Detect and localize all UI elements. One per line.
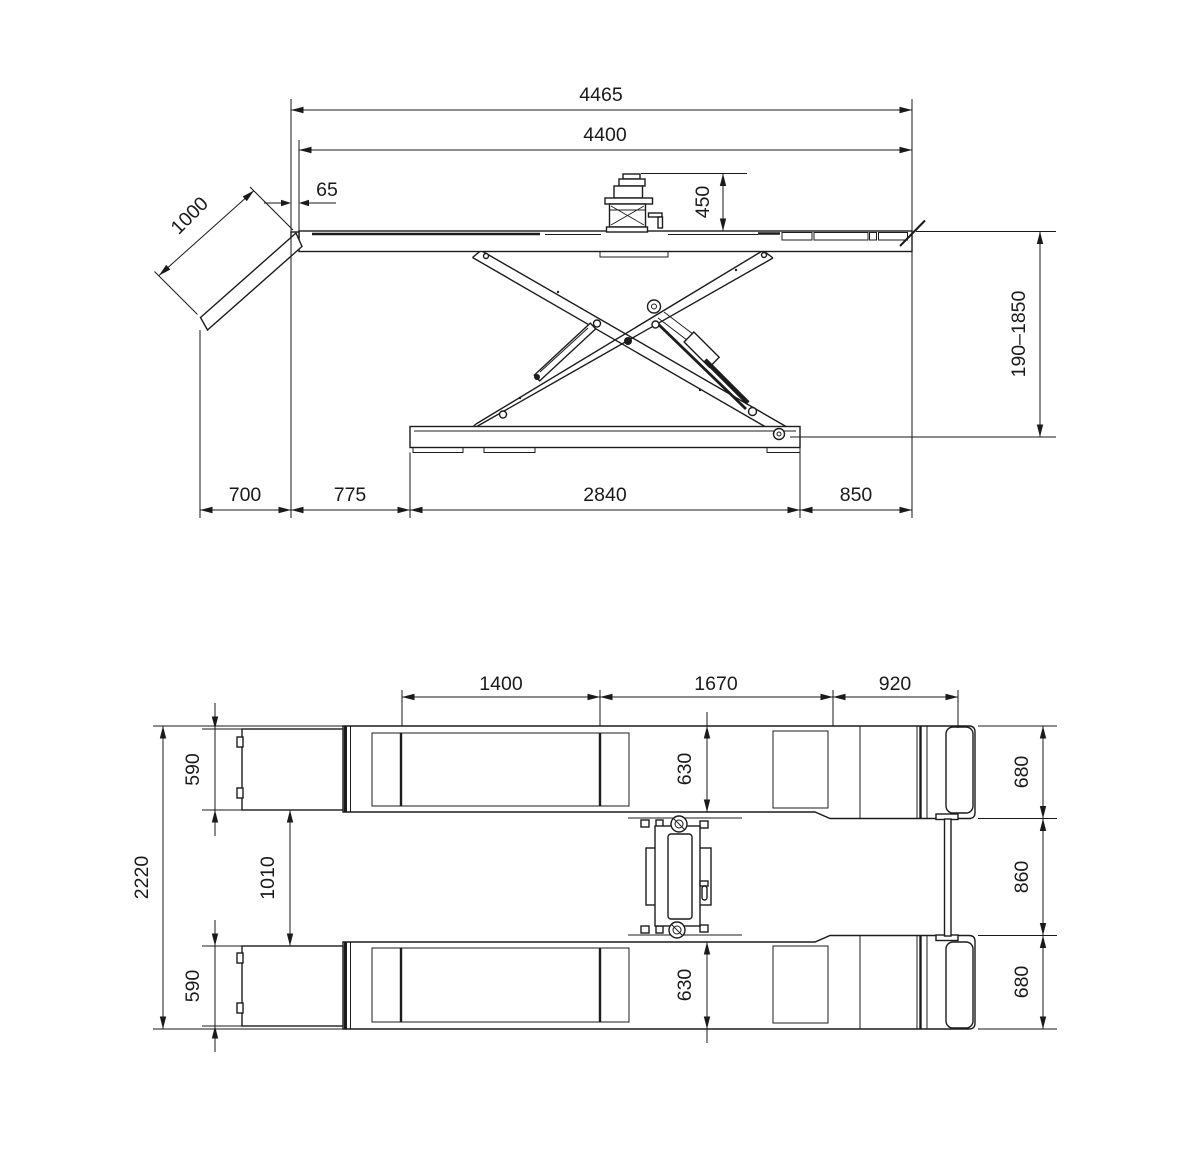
dim-ramp-width-top: 590	[182, 753, 204, 786]
dim-ramp-gap: 1010	[257, 856, 279, 900]
power-unit-body	[668, 834, 692, 919]
dim-runway-gap: 860	[1011, 860, 1033, 894]
ramp-side	[201, 233, 303, 330]
dim-rear-overhang: 850	[839, 484, 873, 506]
dim-lift-height-range: 190–1850	[1008, 290, 1030, 378]
dim-runway-end-width-bottom: 680	[1011, 965, 1033, 999]
base-pivot	[774, 429, 785, 440]
dim-ramp-run: 700	[228, 484, 262, 506]
wheel-stop-top	[946, 727, 973, 813]
dim-runway-width-bottom: 630	[674, 968, 696, 1002]
dim-overall-length: 4465	[579, 84, 623, 106]
dim-overall-width: 2220	[131, 855, 153, 900]
platform-underside-bracket	[600, 252, 668, 258]
hydraulic-cylinder-small	[534, 323, 596, 381]
side-view-dimensions	[155, 84, 1057, 518]
dim-zone-front: 1400	[479, 673, 523, 695]
dim-ramp-width-bottom: 590	[182, 969, 204, 1003]
dim-ramp-length: 1000	[166, 192, 213, 239]
dim-runway-end-width-top: 680	[1011, 755, 1033, 789]
wheel-stop-bottom	[946, 942, 973, 1028]
power-pack-side	[605, 174, 663, 232]
plan-view	[131, 673, 1057, 1052]
runway-bottom	[343, 936, 975, 1030]
dim-front-overhang: 775	[333, 484, 367, 506]
dim-runway-width-top: 630	[674, 752, 696, 786]
dim-powerpack-height: 450	[692, 185, 714, 219]
power-unit-plan	[628, 816, 742, 938]
scissor-mechanism	[468, 251, 786, 434]
ramp-plan-top	[242, 729, 343, 810]
hydraulic-cylinder-main	[656, 312, 749, 409]
dim-flap-offset: 65	[316, 179, 338, 201]
ramp-plan-bottom	[242, 946, 343, 1026]
motor	[614, 186, 643, 198]
base-frame	[410, 427, 800, 453]
upper-pivot	[648, 300, 661, 313]
cross-link-bar	[945, 819, 952, 936]
center-pivot	[624, 337, 632, 345]
dim-platform-length: 4400	[583, 124, 627, 146]
platform	[291, 231, 912, 257]
dim-zone-rear: 920	[878, 673, 912, 695]
runway-top	[343, 726, 975, 819]
dim-base-frame-length: 2840	[583, 484, 627, 506]
dim-zone-middle: 1670	[694, 673, 738, 695]
side-view	[155, 84, 1057, 518]
